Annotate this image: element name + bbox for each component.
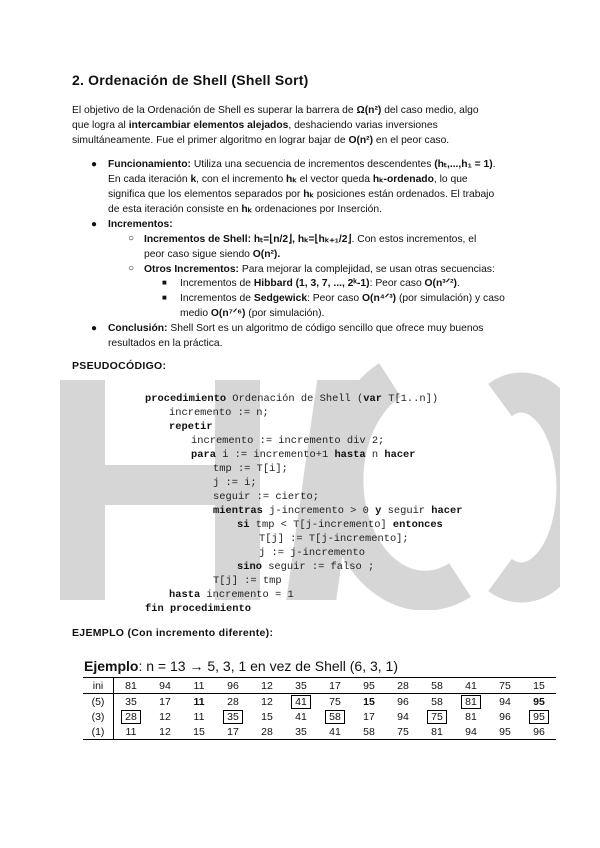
cell-value: 41 (295, 710, 307, 723)
cell-value: 58 (431, 695, 443, 708)
code-line: sino seguir := falso ; (237, 561, 375, 573)
table-cell (216, 709, 250, 724)
table-cell (216, 694, 250, 710)
cell-value: 75 (427, 710, 447, 724)
bullet-dot: ● (91, 159, 98, 170)
func-line-2: En cada iteración k, con el incremento hₖ el vector queda hₖ-ordenado, lo que (108, 174, 468, 185)
table-cell (352, 694, 386, 710)
table-cell (454, 724, 488, 740)
cell-value: 11 (125, 725, 137, 738)
func-line-1: Funcionamiento: Utiliza una secuencia de incrementos descendentes (hₜ,...,h₁ = 1). (108, 159, 496, 170)
cell-value: 41 (465, 679, 477, 692)
sedgewick-line-1: Incrementos de Sedgewick: Peor caso O(n⁴ᐟ³) (por simulación) y caso (180, 293, 505, 304)
sedgewick-line-2: medio O(n⁷ᐟ⁶) (por simulación). (180, 308, 325, 319)
cell-value: 81 (461, 695, 481, 709)
cell-value: 58 (431, 679, 443, 692)
table-cell (386, 724, 420, 740)
table-cell (114, 709, 149, 724)
cell-value: 17 (227, 725, 239, 738)
cell-value: 35 (223, 710, 243, 724)
cell-value: 95 (529, 710, 549, 724)
bullet-dot: ● (91, 219, 98, 230)
table-cell (352, 678, 386, 694)
table-cell (318, 709, 352, 724)
table-cell (488, 678, 522, 694)
example-heading: EJEMPLO (Con incremento diferente): (72, 627, 274, 639)
table-cell (148, 694, 182, 710)
table-cell (386, 678, 420, 694)
cell-value: 15 (363, 695, 375, 708)
table-row (83, 709, 556, 724)
otros-line: Otros Incrementos: Para mejorar la complejidad, se usan otras secuencias: (144, 264, 495, 275)
table-cell (488, 724, 522, 740)
code-line: T[j] := T[j-incremento]; (259, 533, 409, 545)
table-cell (522, 678, 556, 694)
cell-value: 17 (159, 695, 171, 708)
table-cell (420, 724, 454, 740)
table-cell (420, 694, 454, 710)
pseudocode-heading: PSEUDOCÓDIGO: (72, 360, 167, 372)
sub-bullet-circle: ○ (128, 263, 135, 274)
code-line: incremento := incremento div 2; (191, 435, 385, 447)
table-cell (522, 694, 556, 710)
table-cell (284, 709, 318, 724)
table-cell (454, 709, 488, 724)
row-label: ini (83, 678, 114, 694)
cell-value: 41 (329, 725, 341, 738)
cell-value: 58 (325, 710, 345, 724)
cell-value: 58 (363, 725, 375, 738)
cell-value: 81 (431, 725, 443, 738)
row-label: (1) (83, 724, 114, 740)
table-cell (114, 694, 149, 710)
table-cell (318, 678, 352, 694)
table-cell (114, 678, 149, 694)
table-cell (318, 694, 352, 710)
concl-line-1: Conclusión: Shell Sort es un algoritmo de código sencillo que ofrece muy buenos (108, 323, 484, 334)
func-line-3: significa que los elementos separados por hₖ posiciones están ordenados. El trabajo (108, 189, 495, 200)
table-cell (216, 724, 250, 740)
sub-bullet-circle: ○ (128, 233, 135, 244)
table-cell (420, 709, 454, 724)
cell-value: 35 (295, 725, 307, 738)
cell-value: 12 (261, 679, 273, 692)
code-line: T[j] := tmp (213, 575, 282, 587)
cell-value: 81 (125, 679, 137, 692)
table-cell (284, 694, 318, 710)
table-cell (488, 709, 522, 724)
code-line: hasta incremento = 1 (169, 589, 294, 601)
cell-value: 94 (465, 725, 477, 738)
cell-value: 41 (291, 695, 311, 709)
cell-value: 15 (533, 679, 545, 692)
cell-value: 94 (499, 695, 511, 708)
table-cell (488, 694, 522, 710)
cell-value: 15 (193, 725, 205, 738)
cell-value: 95 (533, 695, 545, 708)
code-line: incremento := n; (169, 407, 269, 419)
cell-value: 15 (261, 710, 273, 723)
table-row (83, 694, 556, 710)
table-cell (182, 694, 216, 710)
intro-line-1: El objetivo de la Ordenación de Shell es superar la barrera de Ω(n²) del caso medio, algo (72, 105, 479, 116)
table-cell (386, 709, 420, 724)
table-row (83, 724, 556, 740)
table-cell (454, 678, 488, 694)
table-cell (250, 678, 284, 694)
cell-value: 35 (295, 679, 307, 692)
cell-value: 12 (159, 710, 171, 723)
table-cell (182, 709, 216, 724)
table-row (83, 678, 556, 694)
square-bullet: ■ (162, 278, 167, 287)
bullet-dot: ● (91, 323, 98, 334)
code-line: fin procedimiento (145, 603, 252, 615)
cell-value: 94 (397, 710, 409, 723)
page-title: 2. Ordenación de Shell (Shell Sort) (72, 72, 309, 88)
table-cell (114, 724, 149, 740)
cell-value: 28 (261, 725, 273, 738)
table-cell (284, 678, 318, 694)
cell-value: 95 (499, 725, 511, 738)
code-line: si tmp < T[j-incremento] entonces (237, 519, 443, 531)
table-cell (420, 678, 454, 694)
cell-value: 96 (533, 725, 545, 738)
code-line: seguir := cierto; (213, 491, 320, 503)
intro-line-2: que logra al intercambiar elementos alejados, deshaciendo varias inversiones (72, 120, 438, 131)
func-line-4: de esta iteración consiste en hₖ ordenaciones por Inserción. (108, 204, 382, 215)
table-cell (352, 709, 386, 724)
table-cell (454, 694, 488, 710)
code-line: mientras j-incremento > 0 y seguir hacer (213, 505, 463, 517)
concl-line-2: resultados en la práctica. (108, 338, 223, 349)
square-bullet: ■ (162, 293, 167, 302)
table-cell (250, 694, 284, 710)
cell-value: 12 (261, 695, 273, 708)
cell-value: 75 (397, 725, 409, 738)
cell-value: 17 (363, 710, 375, 723)
table-cell (148, 678, 182, 694)
cell-value: 28 (227, 695, 239, 708)
table-cell (352, 724, 386, 740)
cell-value: 28 (121, 710, 141, 724)
cell-value: 12 (159, 725, 171, 738)
example-title: Ejemplo: n = 13 → 5, 3, 1 en vez de Shell (6, 3, 1) (84, 658, 399, 674)
table-cell (216, 678, 250, 694)
cell-value: 11 (193, 710, 205, 723)
cell-value: 11 (193, 679, 205, 692)
table-cell (386, 694, 420, 710)
row-label: (5) (83, 694, 114, 710)
table-cell (318, 724, 352, 740)
shell-line-1: Incrementos de Shell: hₜ=⌊n/2⌋, hₖ=⌊hₖ₊₁/2⌋. Con estos incrementos, el (144, 234, 477, 245)
code-line: para i := incremento+1 hasta n hacer (191, 449, 416, 461)
cell-value: 35 (125, 695, 137, 708)
shell-line-2: peor caso sigue siendo O(n²). (144, 249, 281, 260)
table-cell (522, 724, 556, 740)
code-line: repetir (169, 421, 213, 433)
code-line: tmp := T[i]; (213, 463, 288, 475)
table-cell (148, 709, 182, 724)
cell-value: 96 (227, 679, 239, 692)
cell-value: 28 (397, 679, 409, 692)
code-line: j := i; (213, 477, 257, 489)
cell-value: 96 (499, 710, 511, 723)
table-cell (250, 724, 284, 740)
cell-value: 81 (465, 710, 477, 723)
row-label: (3) (83, 709, 114, 724)
cell-value: 17 (329, 679, 341, 692)
table-cell (284, 724, 318, 740)
cell-value: 75 (329, 695, 341, 708)
cell-value: 11 (193, 695, 205, 708)
cell-value: 94 (159, 679, 171, 692)
cell-value: 75 (499, 679, 511, 692)
intro-line-3: simultáneamente. Fue el primer algoritmo en lograr bajar de O(n²) en el peor caso. (72, 135, 450, 146)
hibbard-line: Incrementos de Hibbard (1, 3, 7, ..., 2ᵏ-1): Peor caso O(n³ᐟ²). (180, 278, 460, 289)
code-line: j := j-incremento (259, 547, 366, 559)
example-table (83, 677, 556, 740)
cell-value: 95 (363, 679, 375, 692)
cell-value: 96 (397, 695, 409, 708)
table-cell (250, 709, 284, 724)
table-cell (148, 724, 182, 740)
table-cell (182, 724, 216, 740)
table-cell (522, 709, 556, 724)
table-cell (182, 678, 216, 694)
code-line: procedimiento Ordenación de Shell (var T[1..n]) (145, 393, 439, 405)
incr-label: Incrementos: (108, 219, 173, 230)
